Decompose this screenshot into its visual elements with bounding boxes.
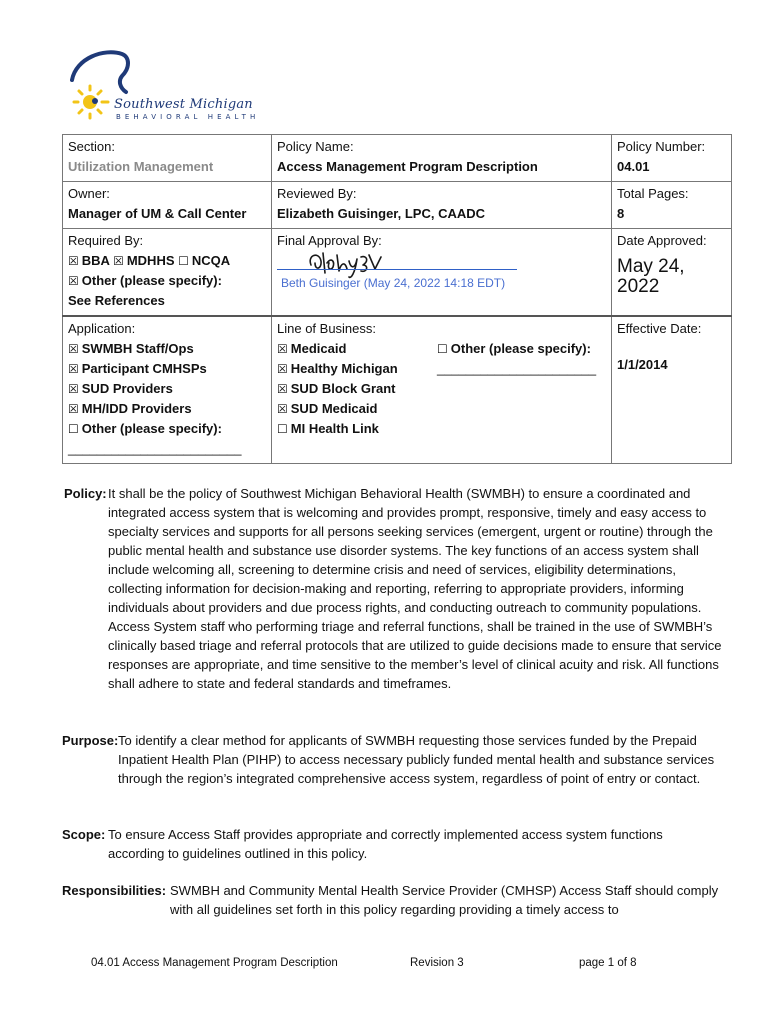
application-label: Application: — [68, 321, 136, 336]
footer-page-number: page 1 of 8 — [579, 957, 637, 969]
required-by-label: Required By: — [68, 233, 144, 248]
final-approval-cell — [272, 229, 612, 317]
reviewed-by-cell — [272, 182, 612, 229]
signature-meta: Beth Guisinger (May 24, 2022 14:18 EDT) — [281, 276, 506, 290]
checkbox-app-cmhsps[interactable]: ☒ — [68, 362, 79, 376]
owner-value: Manager of UM & Call Center — [68, 206, 247, 221]
policy-heading: Policy: — [64, 486, 107, 501]
purpose-section — [62, 731, 722, 788]
section-label: Section: — [68, 139, 115, 154]
required-by-cell — [63, 229, 272, 317]
lob-mi-health-link-label: MI Health Link — [290, 421, 379, 436]
lob-sud-block-grant-label: SUD Block Grant — [290, 381, 396, 396]
app-mhidd-label: MH/IDD Providers — [81, 401, 192, 416]
footer-doc-title: 04.01 Access Management Program Description — [91, 957, 338, 969]
policy-name-cell — [272, 135, 612, 182]
policy-name-value: Access Management Program Description — [277, 159, 538, 174]
lob-healthy-michigan-label: Healthy Michigan — [290, 361, 398, 376]
policy-text: It shall be the policy of Southwest Michigan Behavioral Health (SWMBH) to ensure a coordinated and integrated access system that is welcoming and provides prompt, responsive, timely and easy access to specialty services and supports for all persons seeking services (emergent, urgent or routine) through the public mental health and substance use disorder systems. The key functions of an access system shall include welcoming all, screening to determine crisis and need of services, eligibility determinations, collecting information for decision-making and reporting, referring to appropriate providers, informing individuals about providers and due process rights, and conducting outreach to community populations. Access System staff who performing triage and referral functions, shall be trained in the use of SWMBH’s clinically based triage and referral protocols that are utilized to guide decisions made to ensure that service responses are appropriate, and time sensitive to the member’s level of clinical acuity and risk. All functions shall adhere to state and federal standards and timeframes. — [108, 486, 722, 691]
lob-item — [277, 399, 606, 419]
required-other-label: Other (please specify): — [81, 273, 222, 288]
responsibilities-section — [62, 881, 722, 919]
lob-medicaid-label: Medicaid — [290, 341, 347, 356]
effective-date-cell — [612, 316, 732, 464]
date-approved-cell — [612, 229, 732, 317]
date-approved-label: Date Approved: — [617, 233, 707, 248]
header-row-application — [63, 316, 732, 464]
policy-section — [64, 484, 728, 693]
checkbox-app-sud[interactable]: ☒ — [68, 382, 79, 396]
checkbox-lob-medicaid[interactable]: ☒ — [277, 342, 288, 356]
lob-other-label: Other (please specify): — [450, 341, 591, 356]
policy-header-table — [62, 134, 732, 464]
checkbox-ncqa[interactable]: ☐ — [178, 254, 189, 268]
policy-number-cell — [612, 135, 732, 182]
total-pages-label: Total Pages: — [617, 186, 689, 201]
total-pages-value: 8 — [617, 206, 625, 221]
reviewed-by-label: Reviewed By: — [277, 186, 357, 201]
logo-name-line: Southwest Michigan — [114, 97, 253, 112]
signature-line — [277, 269, 517, 270]
owner-label: Owner: — [68, 186, 110, 201]
lob-sud-medicaid-label: SUD Medicaid — [290, 401, 378, 416]
ncqa-label: NCQA — [191, 253, 231, 268]
checkbox-app-other[interactable]: ☐ — [68, 422, 79, 436]
application-other-blank[interactable]: ________________________ — [68, 441, 242, 456]
signature-block — [277, 251, 606, 295]
logo-sub-line: BEHAVIORAL HEALTH — [116, 113, 260, 121]
scope-heading: Scope: — [62, 827, 106, 842]
owner-cell — [63, 182, 272, 229]
line-of-business-label: Line of Business: — [277, 321, 377, 336]
application-cell — [63, 316, 272, 464]
application-item — [68, 419, 266, 439]
effective-date-value: 1/1/2014 — [617, 357, 668, 372]
policy-number-label: Policy Number: — [617, 139, 706, 154]
application-item — [68, 359, 266, 379]
lob-other-row — [437, 339, 596, 359]
required-by-options — [68, 251, 266, 271]
mdhhs-label: MDHHS — [126, 253, 175, 268]
header-row-required — [63, 229, 732, 317]
app-swmbh-label: SWMBH Staff/Ops — [81, 341, 194, 356]
section-cell — [63, 135, 272, 182]
bba-label: BBA — [81, 253, 110, 268]
responsibilities-text: SWMBH and Community Mental Health Service Provider (CMHSP) Access Staff should comply with all guidelines set forth in this policy regarding providing a timely access to — [170, 883, 719, 917]
checkbox-bba[interactable]: ☒ — [68, 254, 79, 268]
checkbox-mdhhs[interactable]: ☒ — [113, 254, 124, 268]
line-of-business-list — [277, 339, 606, 439]
section-value: Utilization Management — [68, 159, 214, 174]
required-other-row — [68, 271, 266, 291]
line-of-business-cell — [272, 316, 612, 464]
checkbox-lob-healthy-michigan[interactable]: ☒ — [277, 362, 288, 376]
reviewed-by-value: Elizabeth Guisinger, LPC, CAADC — [277, 206, 486, 221]
checkbox-app-mhidd[interactable]: ☒ — [68, 402, 79, 416]
app-other-label: Other (please specify): — [81, 421, 222, 436]
total-pages-cell — [612, 182, 732, 229]
checkbox-required-other[interactable]: ☒ — [68, 274, 79, 288]
effective-date-label: Effective Date: — [617, 321, 702, 336]
purpose-text: To identify a clear method for applicants of SWMBH requesting those services funded by the Prepaid Inpatient Health Plan (PIHP) to access necessary publicly funded mental health and substance services through the region’s integrated comprehensive access system, regardless of point of entry or contact. — [118, 733, 715, 786]
responsibilities-heading: Responsibilities: — [62, 883, 167, 898]
checkbox-app-swmbh[interactable]: ☒ — [68, 342, 79, 356]
checkbox-lob-sud-block-grant[interactable]: ☒ — [277, 382, 288, 396]
scope-text: To ensure Access Staff provides appropriate and correctly implemented access system functions according to guidelines outlined in this policy. — [108, 827, 663, 861]
lob-other-block — [437, 339, 596, 379]
app-sud-label: SUD Providers — [81, 381, 173, 396]
final-approval-label: Final Approval By: — [277, 233, 382, 248]
scope-section — [62, 825, 722, 863]
checkbox-lob-sud-medicaid[interactable]: ☒ — [277, 402, 288, 416]
lob-item — [277, 419, 606, 439]
checkbox-lob-other[interactable]: ☐ — [437, 342, 448, 356]
lob-item — [277, 379, 606, 399]
header-row-section — [63, 135, 732, 182]
required-other-value: See References — [68, 293, 165, 308]
checkbox-lob-mi-health-link[interactable]: ☐ — [277, 422, 288, 436]
application-item — [68, 339, 266, 359]
purpose-heading: Purpose: — [62, 733, 119, 748]
lob-other-blank[interactable]: ______________________ — [437, 361, 597, 376]
date-approved-value: May 24, 2022 — [617, 256, 685, 297]
header-row-owner — [63, 182, 732, 229]
footer-revision: Revision 3 — [410, 957, 464, 969]
application-item — [68, 399, 266, 419]
policy-number-value: 04.01 — [617, 159, 650, 174]
application-item — [68, 379, 266, 399]
policy-name-label: Policy Name: — [277, 139, 354, 154]
app-cmhsps-label: Participant CMHSPs — [81, 361, 207, 376]
